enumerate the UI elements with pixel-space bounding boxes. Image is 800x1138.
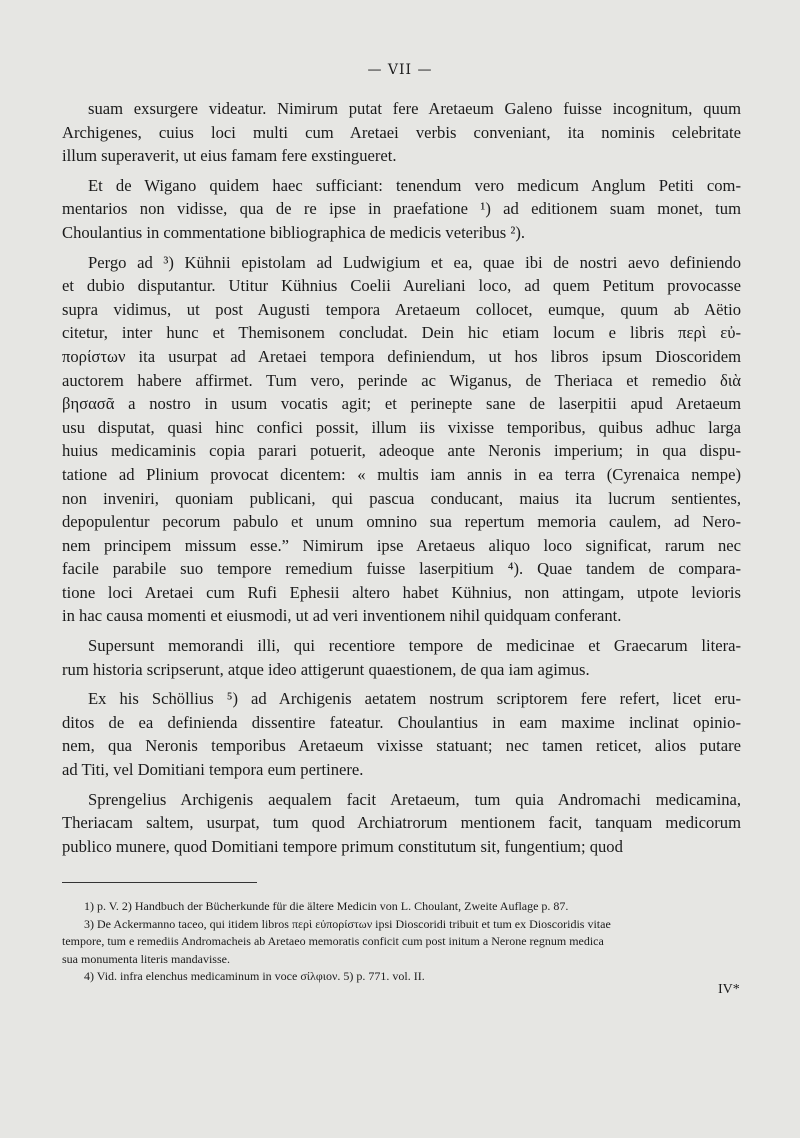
text-line: facile parabile suo tempore remedium fuisse laserpitium ⁴). Quae tandem de compara- (62, 559, 741, 579)
text-line: ditos de ea definienda dissentire fateatur. Choulantius in eam maxime inclinat opinio- (62, 712, 741, 732)
text-line: rum historia scripserunt, atque ideo attigerunt quaestionem, de qua iam agimus. (62, 659, 590, 679)
text-line: in hac causa momenti et eiusmodi, ut ad veri inventionem nihil quidquam conferant. (62, 606, 622, 626)
paragraph-p4 (62, 634, 741, 681)
text-line: mentarios non vidisse, qua de re ipse in praefatione ¹) ad editionem suam monet, tum (62, 199, 741, 219)
paragraph-p6 (62, 788, 741, 859)
text-line: Sprengelius Archigenis aequalem facit Aretaeum, tum quia Andromachi medicamina, (88, 789, 741, 809)
paragraph-p3 (62, 251, 741, 629)
text-line: Et de Wigano quidem haec sufficiant: tenendum vero medicum Anglum Petiti com- (88, 175, 741, 195)
main-text (62, 97, 741, 864)
text-line: nem principem missum esse.” Nimirum ipse Aretaeus aliquo loco significat, rarum nec (62, 535, 741, 555)
footnote-line: 3) De Ackermanno taceo, qui itidem libros περὶ εὐπορίστων ipsi Dioscoridi tribuit et tum ex Dioscoridis vitae (84, 916, 611, 931)
text-line: Pergo ad ³) Kühnii epistolam ad Ludwigium et ea, quae ibi de nostri aevo definiendo (88, 252, 741, 272)
text-line: Archigenes, cuius loci multi cum Aretaei verbis conveniant, ita nominis celebritate (62, 122, 741, 142)
footnote-rule (62, 882, 257, 883)
signature-mark: IV* (718, 982, 740, 997)
text-line: ad Titi, vel Domitiani tempora eum pertinere. (62, 760, 364, 780)
paragraph-p1 (62, 97, 741, 168)
page-number: — VII — (367, 62, 433, 78)
footnote-line: 4) Vid. infra elenchus medicaminum in voce σίλφιον. 5) p. 771. vol. II. (84, 969, 425, 984)
text-line: et dubio disputantur. Utitur Kühnius Coelii Aureliani loco, ad quem Petitum provocasse (62, 276, 741, 296)
text-line: non inveniri, quoniam publicani, qui pascua conducant, maius ita lucrum sentientes, (62, 488, 741, 508)
text-line: nem, qua Neronis temporibus Aretaeum vixisse statuant; nec tamen reticet, alios putare (62, 736, 741, 756)
text-line: βησασᾶ a nostro in usum vocatis agit; et perinepte sane de laserpitii apud Aretaeum (62, 394, 741, 414)
text-line: illum superaverit, ut eius famam fere exstingueret. (62, 146, 397, 166)
footnotes (62, 898, 741, 986)
text-line: tione loci Aretaei cum Rufi Ephesii altero habet Kühnius, non attingam, utpote levioris (62, 582, 741, 602)
text-line: Choulantius in commentatione bibliographica de medicis veteribus ²). (62, 222, 526, 242)
footnote-line: 1) p. V. 2) Handbuch der Bücherkunde für die ältere Medicin von L. Choulant, Zweite Auflage p. 87. (84, 899, 569, 913)
paragraph-p2 (62, 174, 741, 245)
text-line: usu disputat, quasi hinc confici possit, illum iis vixisse temporibus, quibus adhuc larga (62, 417, 741, 437)
text-line: huius medicaminis copia parari potuerit, adeoque ante Neronis imperium; in qua dispu- (62, 441, 741, 461)
footnote-line: sua monumenta literis mandavisse. (62, 951, 230, 966)
footnote-line: tempore, tum e remediis Andromacheis ab Aretaeo memoratis conficit cum post initum a Nerone regnum medica (62, 934, 604, 949)
text-line: Ex his Schöllius ⁵) ad Archigenis aetatem nostrum scriptorem fere refert, licet eru- (88, 689, 741, 709)
text-line: citetur, inter hunc et Themisonem concludat. Dein hic etiam locum e libris περὶ εὐ- (62, 323, 741, 343)
text-line: Supersunt memorandi illi, qui recentiore tempore de medicinae et Graecarum litera- (88, 636, 741, 656)
text-line: suam exsurgere videatur. Nimirum putat fere Aretaeum Galeno fuisse incognitum, quum (88, 99, 741, 118)
text-line: tatione ad Plinium provocat dicentem: « multis iam annis in ea terra (Cyrenaica nempe) (62, 464, 741, 484)
text-line: Theriacam saltem, usurpat, tum quod Archiatrorum mentionem facit, tanquam medicorum (62, 813, 741, 833)
text-line: auctorem habere affirmet. Tum vero, perinde ac Wiganus, de Theriaca et remedio διὰ (62, 370, 741, 390)
text-line: supra vidimus, ut post Augusti tempora Aretaeum collocet, eumque, quum ab Aëtio (62, 299, 741, 319)
text-line: publico munere, quod Domitiani tempore primum constitutum sit, fungentium; quod (62, 836, 623, 856)
text-line: depopulentur pecorum pabulo et unum omnino sua repertum memoria caulem, ad Nero- (62, 512, 741, 532)
paragraph-p5 (62, 687, 741, 781)
text-line: πορίστων ita usurpat ad Aretaei tempora definiendum, ut hos libros ipsum Dioscoridem (62, 346, 741, 366)
